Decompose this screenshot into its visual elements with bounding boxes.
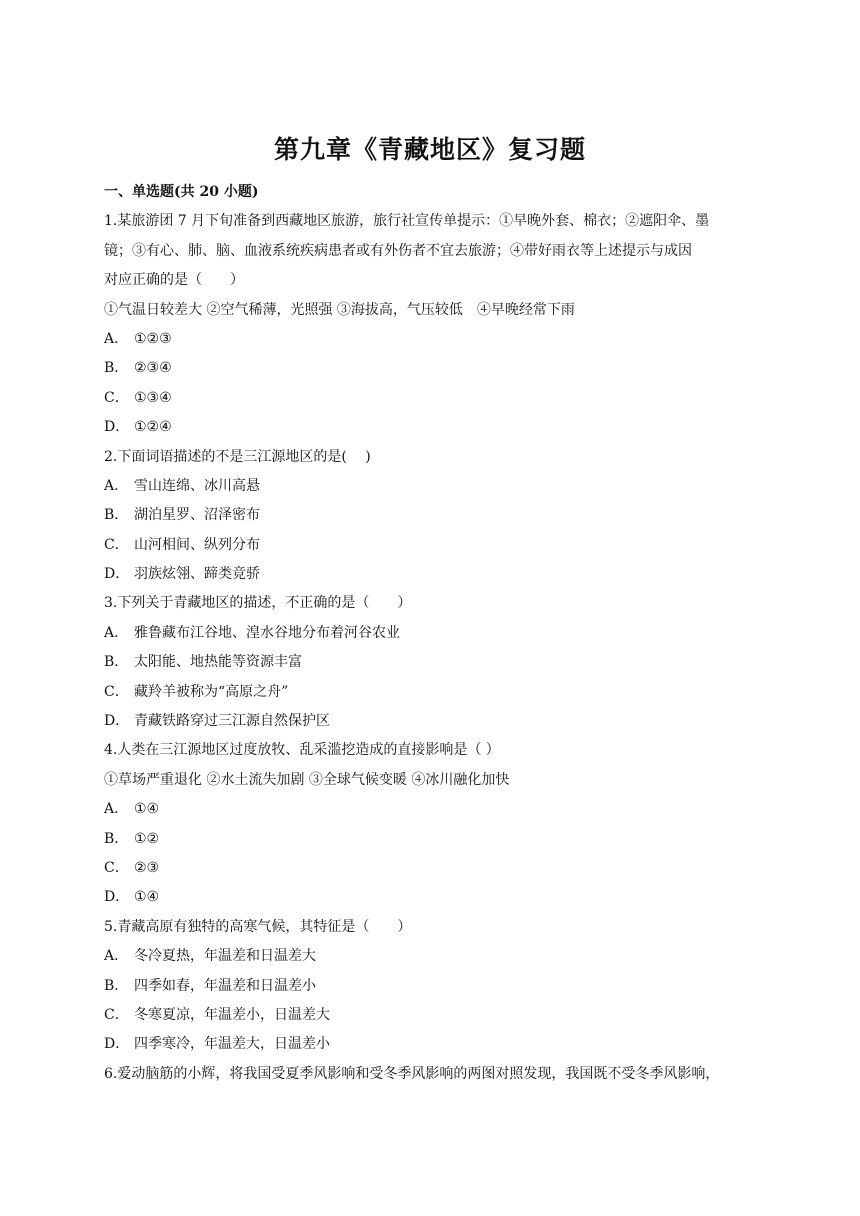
question-info: ①气温日较差大 ②空气稀薄，光照强 ③海拔高，气压较低 ④早晚经常下雨 (104, 301, 575, 318)
option-b (104, 501, 764, 530)
question-1 (104, 207, 764, 442)
option-text: ①④ (134, 889, 160, 906)
option-text: 雅鲁藏布江谷地、湟水谷地分布着河谷农业 (134, 624, 400, 641)
option-text: ①③④ (134, 389, 172, 406)
option-text: ②③ (134, 859, 160, 876)
option-text: 羽族炫翎、蹄类竞骄 (134, 566, 260, 583)
option-letter: D． (104, 713, 130, 730)
option-text: ①②③ (134, 330, 172, 347)
option-text: ①④ (134, 801, 160, 818)
page-title: 第九章《青藏地区》复习题 (273, 135, 586, 164)
option-letter: A． (104, 801, 129, 818)
option-text: ①② (134, 830, 160, 847)
option-letter: D． (104, 566, 130, 583)
option-a (104, 942, 764, 971)
option-letter: A． (104, 624, 129, 641)
question-stem: 2.下面词语描述的不是三江源地区的是( ) (104, 448, 371, 465)
option-a (104, 795, 764, 824)
option-text: 四季寒冷，年温差大，日温差小 (134, 1036, 330, 1053)
option-c (104, 1001, 764, 1030)
option-c (104, 678, 764, 707)
option-letter: B． (104, 507, 129, 524)
option-text: ②③④ (134, 360, 172, 377)
option-c (104, 384, 764, 413)
option-d (104, 1030, 764, 1059)
question-stem: 3.下列关于青藏地区的描述，不正确的是（ ） (104, 595, 412, 612)
option-text: ①②④ (134, 419, 172, 436)
option-letter: B． (104, 654, 129, 671)
question-stem: 4.人类在三江源地区过度放牧、乱采滥挖造成的直接影响是（ ） (104, 742, 500, 759)
section-heading: 一、单选题(共 20 小题) (104, 184, 259, 200)
option-text: 冬寒夏凉，年温差小，日温差大 (134, 1006, 330, 1023)
option-d (104, 560, 764, 589)
option-c (104, 854, 764, 883)
question-6 (104, 1060, 764, 1089)
question-stem: 6.爱动脑筋的小辉，将我国受夏季风影响和受冬季风影响的两图对照发现，我国既不受冬季风影响， (104, 1065, 720, 1082)
question-content (104, 178, 764, 1089)
option-text: 冬冷夏热，年温差和日温差大 (134, 948, 316, 965)
option-d (104, 883, 764, 912)
option-letter: D． (104, 1036, 130, 1053)
option-letter: D． (104, 419, 130, 436)
option-letter: A． (104, 477, 129, 494)
option-letter: B． (104, 830, 129, 847)
question-stem-line: 对应正确的是（ ） (104, 272, 244, 289)
option-text: 四季如春，年温差和日温差小 (134, 977, 316, 994)
option-c (104, 531, 764, 560)
option-text: 山河相间、纵列分布 (134, 536, 260, 553)
option-letter: C． (104, 859, 129, 876)
option-a (104, 619, 764, 648)
question-3 (104, 589, 764, 736)
option-a (104, 325, 764, 354)
question-2 (104, 443, 764, 590)
option-text: 太阳能、地热能等资源丰富 (134, 654, 302, 671)
option-b (104, 648, 764, 677)
option-letter: A． (104, 330, 129, 347)
option-a (104, 472, 764, 501)
option-text: 湖泊星罗、沼泽密布 (134, 507, 260, 524)
option-text: 藏羚羊被称为“高原之舟” (134, 683, 289, 700)
option-letter: A． (104, 948, 129, 965)
option-b (104, 354, 764, 383)
option-letter: D． (104, 889, 130, 906)
option-letter: B． (104, 977, 129, 994)
option-d (104, 707, 764, 736)
option-text: 雪山连绵、冰川高悬 (134, 477, 260, 494)
option-d (104, 413, 764, 442)
question-5 (104, 913, 764, 1060)
option-b (104, 825, 764, 854)
option-text: 青藏铁路穿过三江源自然保护区 (134, 713, 330, 730)
question-stem-line: 镜；③有心、肺、脑、血液系统疾病患者或有外伤者不宜去旅游；④带好雨衣等上述提示与成因 (104, 242, 692, 259)
option-letter: C． (104, 1006, 129, 1023)
question-stem-line: 1.某旅游团 7 月下旬准备到西藏地区旅游，旅行社宣传单提示：①早晚外套、棉衣；②遮阳伞、墨 (104, 213, 710, 230)
option-letter: B． (104, 360, 129, 377)
option-letter: C． (104, 536, 129, 553)
option-letter: C． (104, 683, 129, 700)
question-4 (104, 736, 764, 912)
question-stem: 5.青藏高原有独特的高寒气候，其特征是（ ） (104, 918, 412, 935)
option-b (104, 972, 764, 1001)
question-info: ①草场严重退化 ②水土流失加剧 ③全球气候变暖 ④冰川融化加快 (104, 771, 510, 788)
option-letter: C． (104, 389, 129, 406)
